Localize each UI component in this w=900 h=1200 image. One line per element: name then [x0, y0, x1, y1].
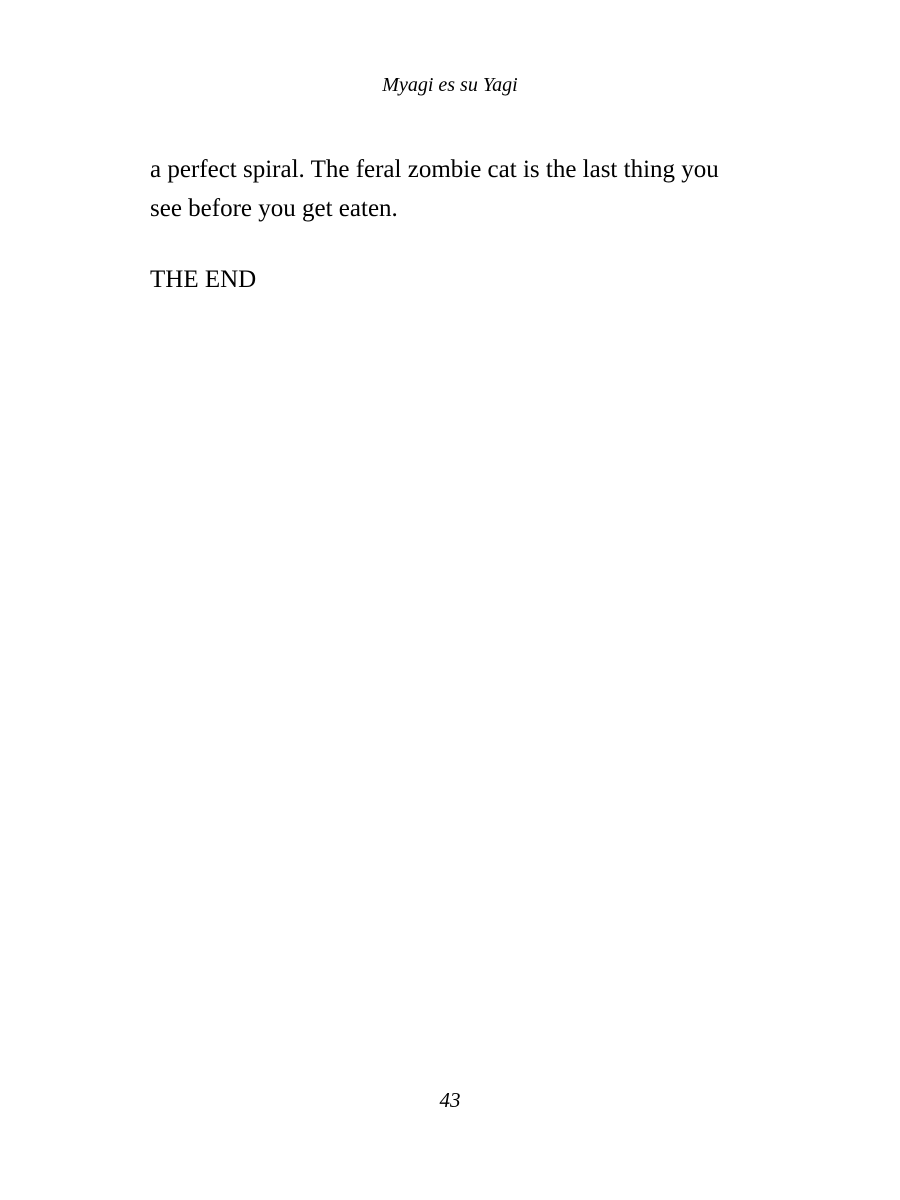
the-end-heading: THE END [150, 266, 257, 293]
page-number: 43 [439, 1088, 461, 1112]
paragraph-line-1: a perfect spiral. The feral zombie cat is the last thing you [150, 156, 719, 183]
running-header-title: Myagi es su Yagi [382, 74, 518, 96]
paragraph [150, 150, 750, 228]
paragraph-line-2: see before you get eaten. [150, 195, 398, 222]
body-paragraph [150, 150, 750, 228]
